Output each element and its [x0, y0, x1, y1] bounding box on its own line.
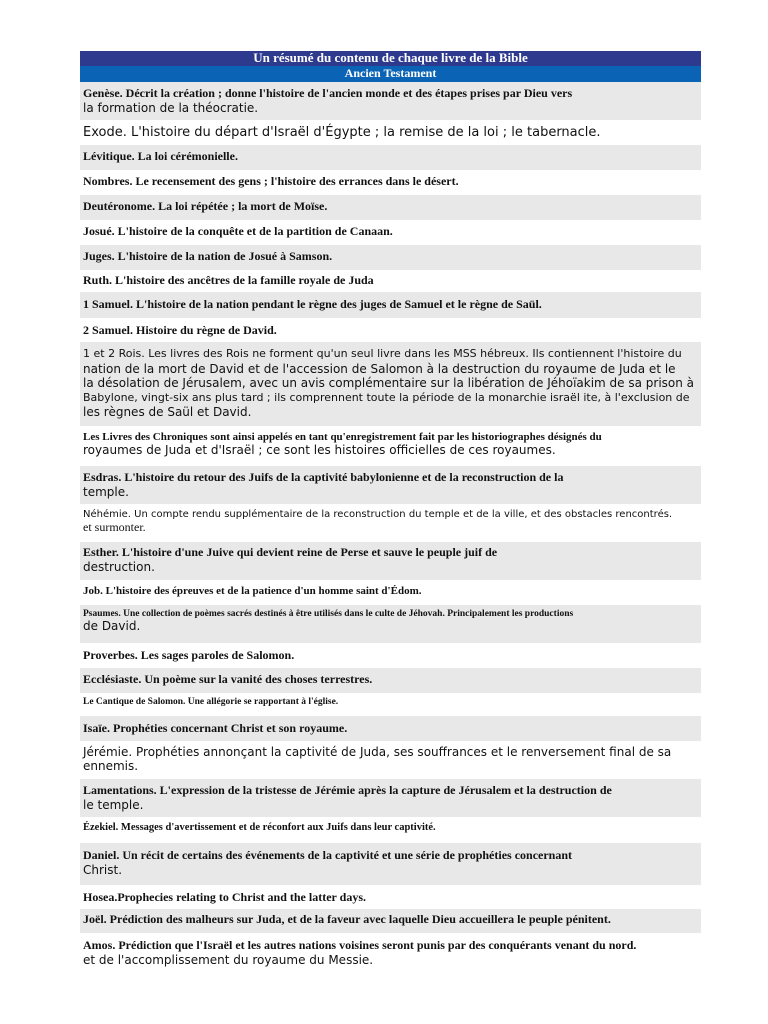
row-ruth	[80, 270, 701, 292]
row-text-cont: ennemis.	[83, 759, 139, 773]
row-lamentations	[80, 779, 701, 817]
row-text: 1 Samuel. L'histoire de la nation pendant le règne des juges de Samuel et le règne de Saül.	[83, 297, 542, 311]
row-isaie	[80, 716, 701, 741]
row-text: Exode. L'histoire du départ d'Israël d'Égypte ; la remise de la loi ; le tabernacle.	[83, 125, 601, 140]
row-rois	[80, 342, 701, 426]
row-cantique	[80, 693, 701, 716]
row-text: Jérémie. Prophéties annonçant la captivité de Juda, ses souffrances et le renversement final de sa	[83, 745, 672, 759]
row-text-cont: destruction.	[83, 560, 155, 574]
row-text: 1 et 2 Rois. Les livres des Rois ne forment qu'un seul livre dans les MSS hébreux. Ils contiennent l'histoire du	[83, 347, 682, 360]
row-text-cont: le temple.	[83, 798, 144, 812]
row-text: Lamentations. L'expression de la tristesse de Jérémie après la capture de Jérusalem et la destruction de	[83, 783, 612, 797]
row-exode	[80, 120, 701, 145]
row-2-samuel	[80, 318, 701, 342]
row-text: Proverbes. Les sages paroles de Salomon.	[83, 648, 295, 662]
row-text: Job. L'histoire des épreuves et de la patience d'un homme saint d'Édom.	[83, 585, 422, 597]
row-text-cont: de David.	[83, 619, 141, 633]
row-ecclesiaste	[80, 668, 701, 693]
row-text: Genèse. Décrit la création ; donne l'histoire de l'ancien monde et des étapes prises par Dieu vers	[83, 86, 573, 100]
row-text: Le Cantique de Salomon. Une allégorie se rapportant à l'église.	[83, 697, 339, 707]
row-text: Nombres. Le recensement des gens ; l'histoire des errances dans le désert.	[83, 174, 459, 188]
row-amos	[80, 933, 701, 975]
row-text: Esdras. L'histoire du retour des Juifs de la captivité babylonienne et de la reconstruction de la	[83, 470, 564, 484]
row-proverbes	[80, 643, 701, 668]
row-nombres	[80, 170, 701, 195]
row-job	[80, 580, 701, 605]
row-text: Isaïe. Prophéties concernant Christ et son royaume.	[83, 721, 348, 735]
row-ezekiel	[80, 817, 701, 843]
row-genese	[80, 82, 701, 120]
row-text: Josué. L'histoire de la conquête et de la partition de Canaan.	[83, 224, 393, 238]
row-text-cont: et surmonter.	[83, 520, 146, 534]
row-text-cont: la désolation de Jérusalem, avec un avis complémentaire sur la libération de Jéhoïakim de sa prison à	[83, 376, 695, 390]
row-1-samuel	[80, 292, 701, 318]
row-jeremie	[80, 741, 701, 779]
row-text: Ézekiel. Messages d'avertissement et de réconfort aux Juifs dans leur captivité.	[83, 822, 436, 833]
row-text: Néhémie. Un compte rendu supplémentaire de la reconstruction du temple et de la ville, et des obstacles rencontrés.	[83, 509, 673, 520]
row-text: Hosea.Prophecies relating to Christ and the latter days.	[83, 890, 366, 904]
row-text-cont: et de l'accomplissement du royaume du Messie.	[83, 953, 374, 967]
row-text: Psaumes. Une collection de poèmes sacrés destinés à être utilisés dans le culte de Jéhovah. Principalement les productions	[83, 609, 574, 619]
row-text-cont: Christ.	[83, 863, 123, 877]
row-text: Deutéronome. La loi répétée ; la mort de Moïse.	[83, 199, 328, 213]
row-daniel	[80, 843, 701, 885]
section-header: Ancien Testament	[80, 66, 701, 82]
document-title: Un résumé du contenu de chaque livre de la Bible	[80, 51, 701, 66]
row-deuteronome	[80, 195, 701, 220]
row-text: 2 Samuel. Histoire du règne de David.	[83, 323, 277, 337]
row-text: Esther. L'histoire d'une Juive qui devient reine de Perse et sauve le peuple juif de	[83, 545, 498, 559]
row-text-cont: Babylone, vingt-six ans plus tard ; ils comprennent toute la période de la monarchie israël ite, à l'exclusion de	[83, 390, 690, 404]
row-hosea	[80, 885, 701, 909]
row-text: Amos. Prédiction que l'Israël et les autres nations voisines seront punis par des conquérants venant du nord.	[83, 938, 637, 952]
row-text-cont: royaumes de Juda et d'Israël ; ce sont les histoires officielles de ces royaumes.	[83, 443, 556, 457]
row-psaumes	[80, 605, 701, 643]
bible-summary-table	[80, 51, 701, 975]
row-josue	[80, 220, 701, 245]
row-text: Ruth. L'histoire des ancêtres de la famille royale de Juda	[83, 273, 374, 287]
row-juges	[80, 245, 701, 270]
row-text: Juges. L'histoire de la nation de Josué à Samson.	[83, 249, 333, 263]
row-text-cont: les règnes de Saül et David.	[83, 405, 252, 419]
row-esther	[80, 542, 701, 580]
row-esdras	[80, 466, 701, 504]
row-text: Ecclésiaste. Un poème sur la vanité des choses terrestres.	[83, 672, 373, 686]
row-text-cont: temple.	[83, 485, 129, 499]
row-text-cont: nation de la mort de David et de l'accession de Salomon à la destruction du royaume de Juda et le	[83, 361, 676, 376]
row-nehemie	[80, 504, 701, 542]
row-chroniques	[80, 426, 701, 466]
row-text: Daniel. Un récit de certains des événements de la captivité et une série de prophéties concernant	[83, 848, 573, 862]
row-text: Joël. Prédiction des malheurs sur Juda, et de la faveur avec laquelle Dieu accueillera le peuple pénitent.	[83, 912, 611, 926]
row-joel	[80, 909, 701, 933]
row-text-cont: la formation de la théocratie.	[83, 101, 259, 115]
row-text: Lévitique. La loi cérémonielle.	[83, 149, 238, 163]
row-levitique	[80, 145, 701, 170]
row-text: Les Livres des Chroniques sont ainsi appelés en tant qu'enregistrement fait par les historiographes désignés du	[83, 431, 602, 443]
